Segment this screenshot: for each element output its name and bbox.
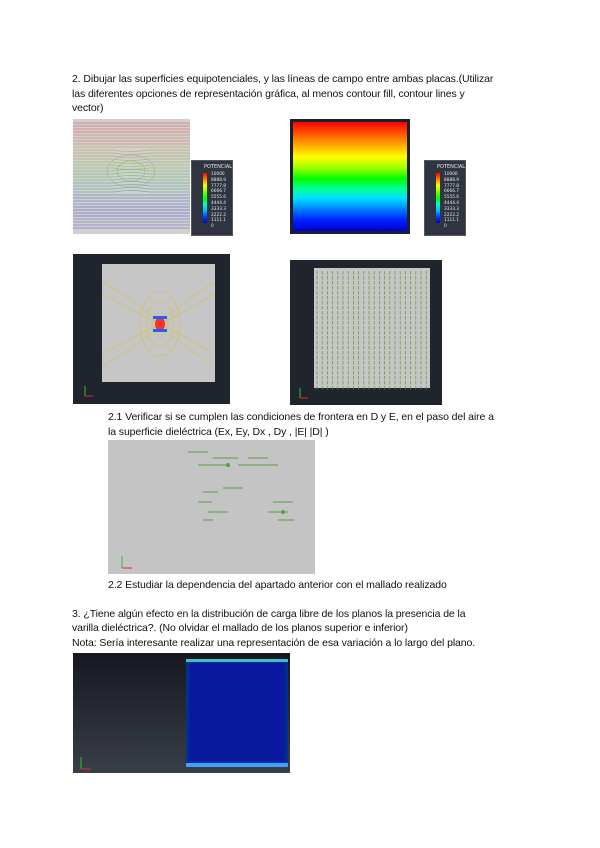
potential-legend-2 [424, 160, 466, 236]
boundary-vectors-figure [108, 440, 315, 574]
section-2-heading-line-1: 2. Dibujar las superficies equipotenciales, y las líneas de campo entre ambas placas.(Utilizar [72, 73, 494, 85]
subsection-2-1-line-1: 2.1 Verificar si se cumplen las condiciones de frontera en D y E, en el paso del aire a [108, 411, 494, 423]
potential-legend-1 [191, 160, 233, 236]
legend-values: 10000 8888.9 7777.8 6666.7 5555.6 4444.4 3333.3 2222.2 1111.1 0 [444, 172, 460, 230]
section-2-heading-line-2: las diferentes opciones de representación gráfica, al menos contour fill, contour lines y [72, 88, 465, 100]
contour-fill-gradient [293, 122, 407, 231]
section-2-heading-line-3: vector) [72, 102, 104, 114]
legend-values: 10000 8888.9 7777.8 6666.7 5555.6 4444.4 3333.3 2222.2 1111.1 0 [211, 172, 227, 230]
vector-field-figure [290, 260, 442, 405]
field-lines-figure [73, 254, 230, 404]
subsection-2-2-text: 2.2 Estudiar la dependencia del apartado anterior con el mallado realizado [108, 579, 447, 591]
legend-color-bar [203, 173, 207, 223]
legend-title: POTENCIAL [437, 164, 466, 170]
legend-color-bar [436, 173, 440, 223]
charge-distribution-figure [73, 653, 290, 773]
section-3-note: Nota: Sería interesante realizar una representación de esa variación a lo largo del plano. [72, 637, 476, 649]
subsection-2-1-line-2: la superficie dieléctrica (Ex, Ey, Dx , Dy , |E| |D| ) [108, 426, 329, 438]
section-3-line-2: varilla dieléctrica?. (No olvidar el mallado de los planos superior e inferior) [72, 622, 408, 634]
legend-title: POTENCIAL [204, 164, 233, 170]
section-3-line-1: 3. ¿Tiene algún efecto en la distribución de carga libre de los planos la presencia de la [72, 608, 466, 620]
contour-lines-figure [73, 119, 190, 234]
contour-fill-figure [290, 119, 410, 234]
